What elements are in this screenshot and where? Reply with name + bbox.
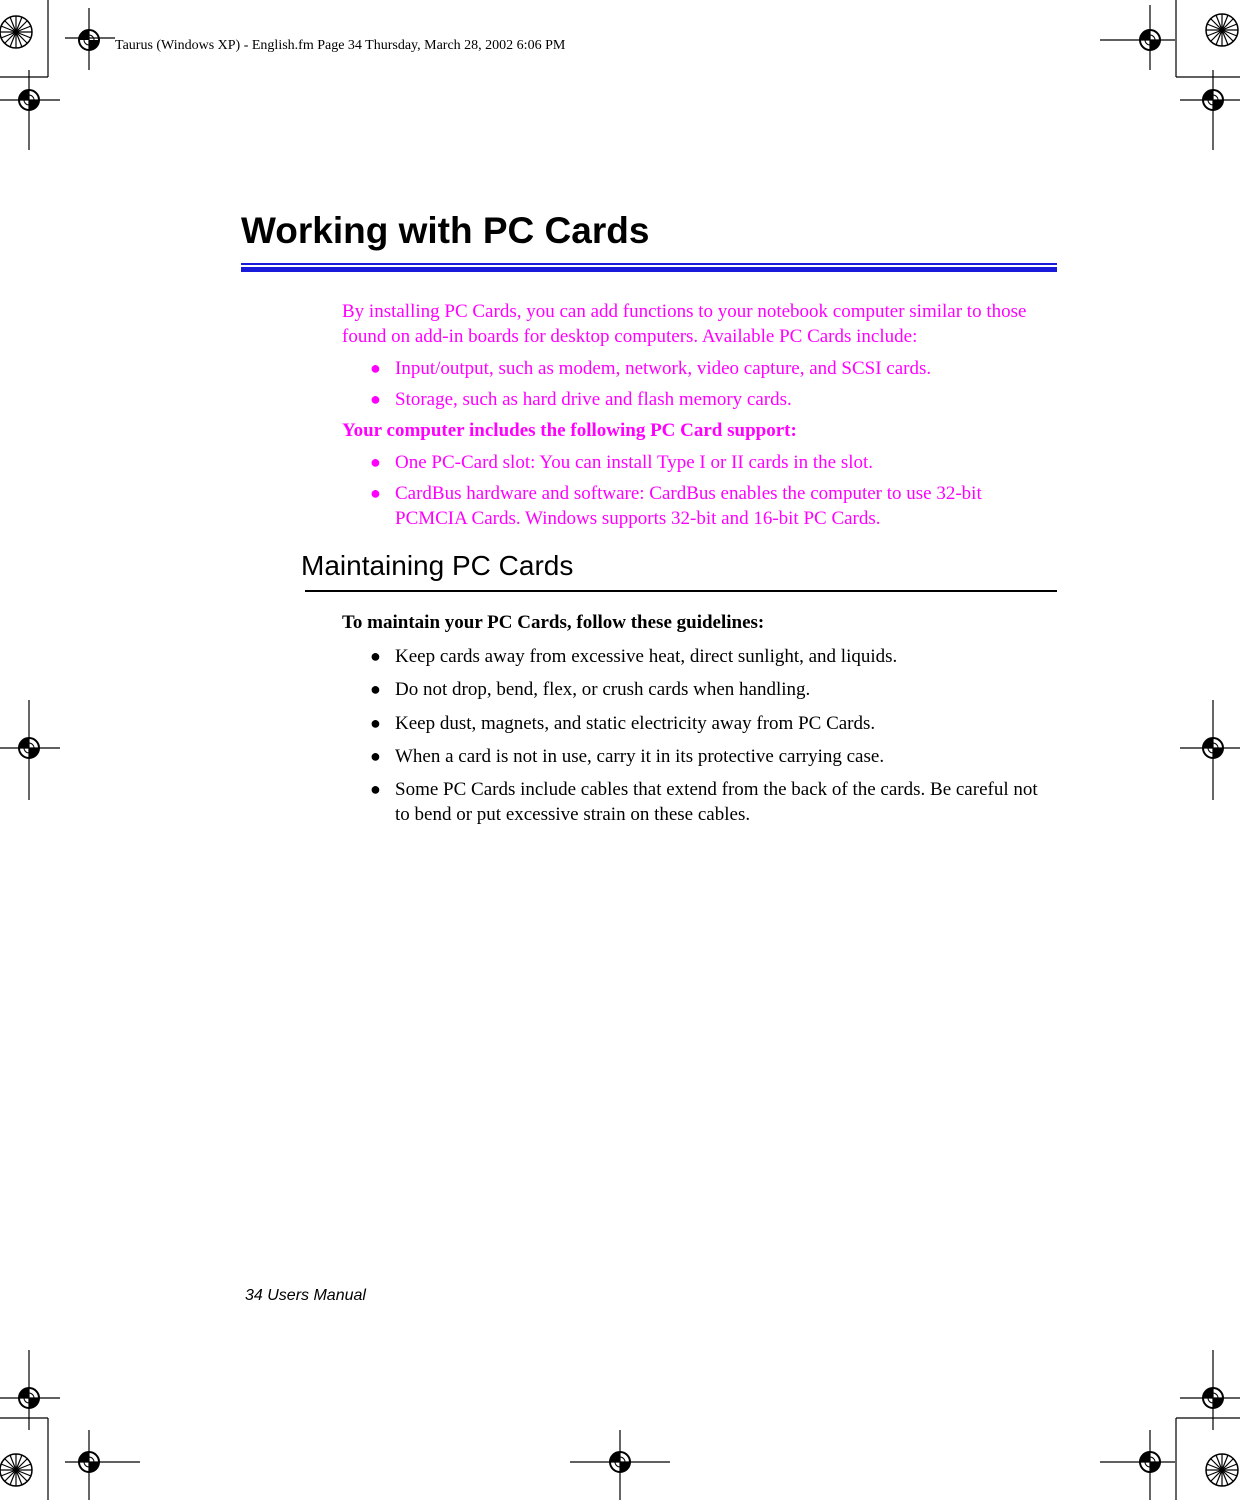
guidelines-lead: To maintain your PC Cards, follow these guidelines: (342, 612, 765, 633)
list-item-text: Do not drop, bend, flex, or crush cards when handling. (395, 679, 811, 700)
title-rule-thin (241, 263, 1057, 265)
page-footer: 34 Users Manual (245, 1287, 366, 1304)
bullet-icon: ● (370, 713, 381, 733)
list-item-text: One PC-Card slot: You can install Type I or II cards in the slot. (395, 452, 874, 473)
bullet-icon: ● (370, 746, 381, 766)
list-item-text: When a card is not in use, carry it in its protective carrying case. (395, 746, 885, 767)
list-item-text: Some PC Cards include cables that extend from the back of the cards. Be careful not to bend or put excessive strain on these cables. (395, 779, 1038, 825)
bullet-icon: ● (370, 646, 381, 666)
subsection-title: Maintaining PC Cards (301, 550, 574, 581)
bullet-icon: ● (370, 483, 381, 503)
list-item-text: Keep cards away from excessive heat, direct sunlight, and liquids. (395, 646, 898, 667)
subsection-rule (305, 590, 1057, 592)
bullet-icon: ● (370, 358, 381, 378)
list-item-text: Keep dust, magnets, and static electricity away from PC Cards. (395, 713, 876, 734)
bullet-icon: ● (370, 452, 381, 472)
title-rule-thick (241, 267, 1057, 272)
bullet-icon: ● (370, 779, 381, 799)
list-item-text: CardBus hardware and software: CardBus enables the computer to use 32-bit PCMCIA Cards. Windows supports 32-bit and 16-bit PC Cards. (395, 483, 982, 529)
list-item-text: Input/output, such as modem, network, video capture, and SCSI cards. (395, 358, 932, 379)
page-title: Working with PC Cards (241, 210, 650, 251)
bullet-icon: ● (370, 389, 381, 409)
support-heading: Your computer includes the following PC Card support: (342, 420, 797, 441)
bullet-icon: ● (370, 679, 381, 699)
file-info: Taurus (Windows XP) - English.fm Page 34 Thursday, March 28, 2002 6:06 PM (115, 38, 566, 53)
intro-paragraph: By installing PC Cards, you can add functions to your notebook computer similar to those found on add-in boards for desktop computers. Available PC Cards include: (342, 301, 1027, 347)
list-item-text: Storage, such as hard drive and flash memory cards. (395, 389, 792, 410)
